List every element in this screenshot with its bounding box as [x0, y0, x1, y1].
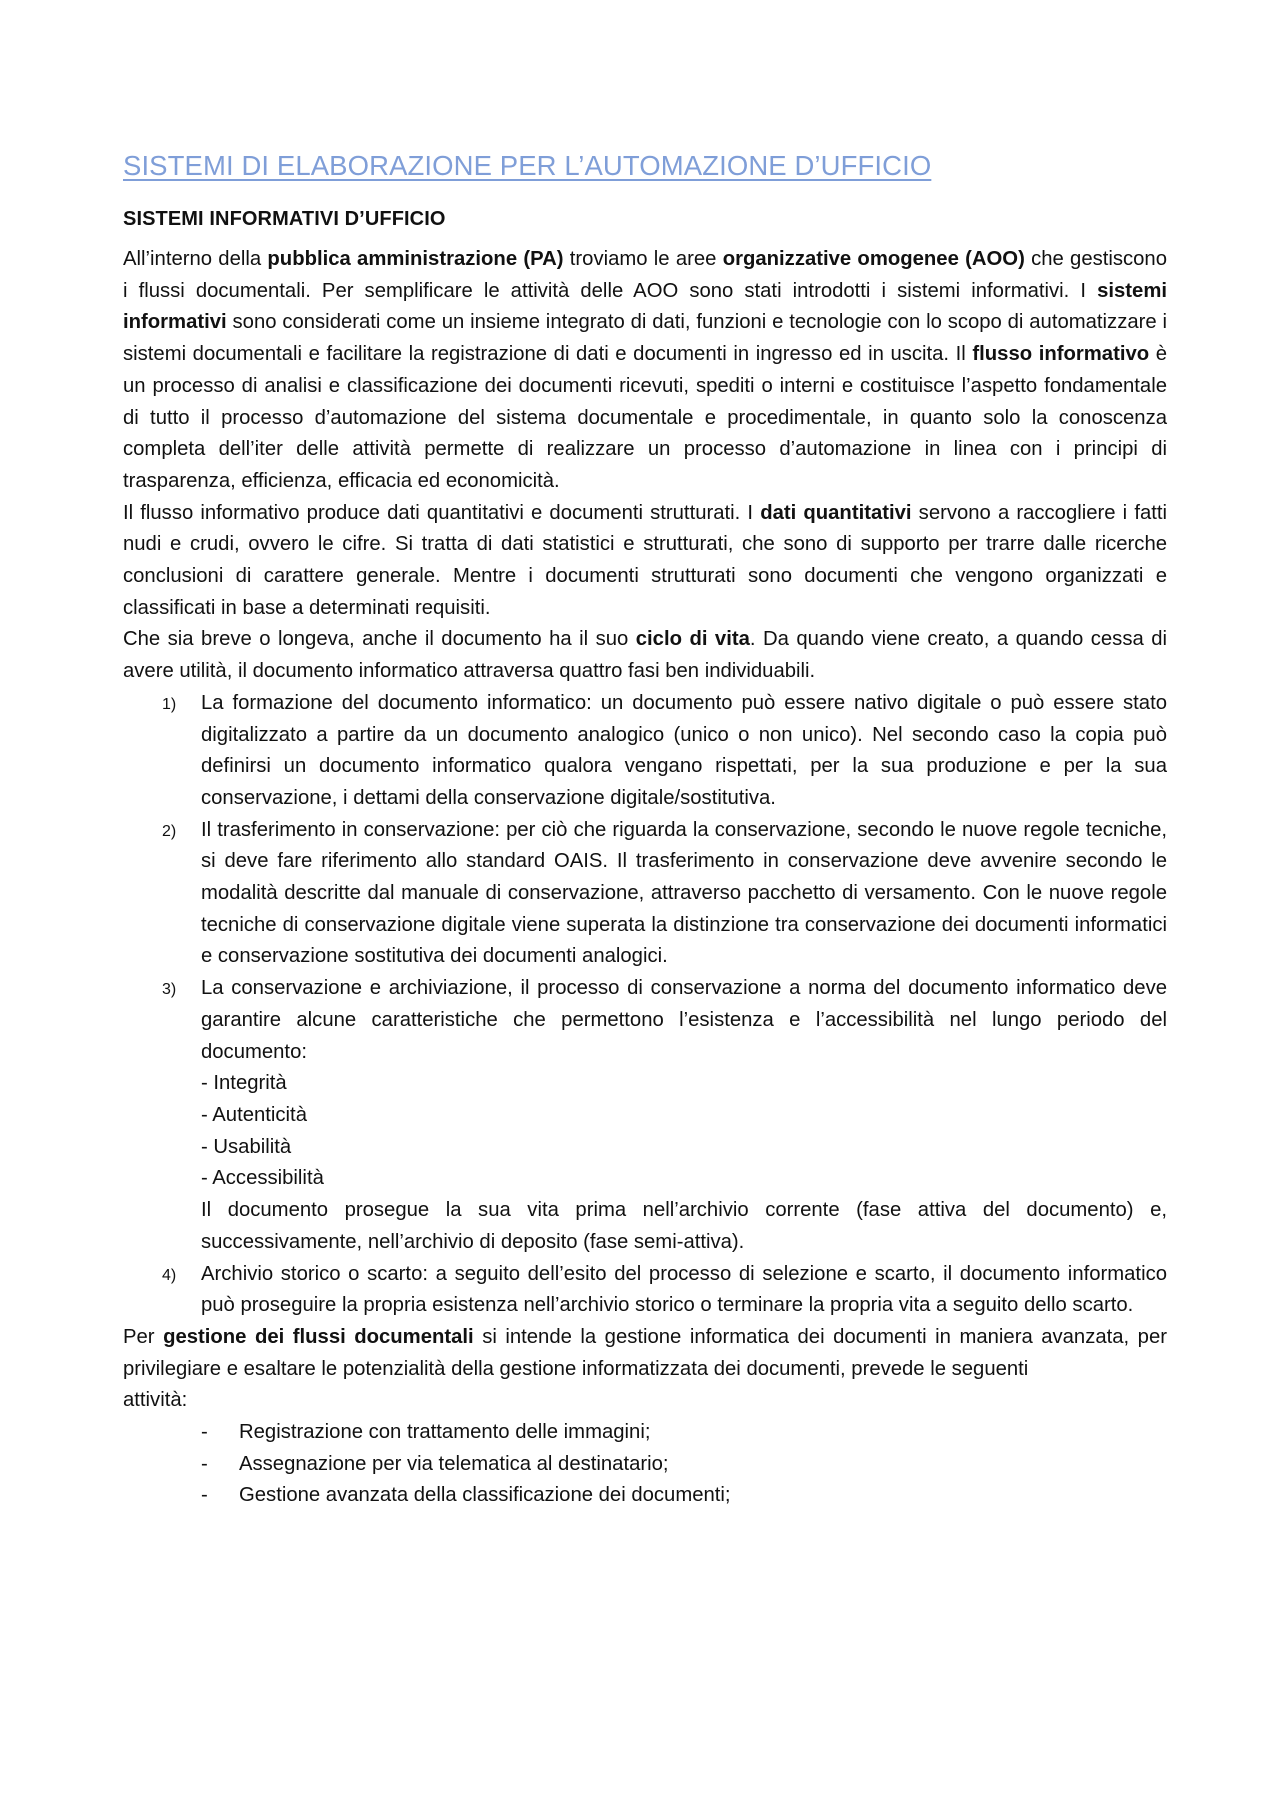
list-item: [123, 1480, 1167, 1512]
list-item: [123, 1259, 1167, 1322]
bold-term: ciclo di vita: [635, 628, 750, 651]
list-item-text: Gestione avanzata della classificazione dei documenti;: [239, 1484, 731, 1507]
paragraph-activities-label: attività:: [123, 1389, 188, 1412]
list-item: [123, 1417, 1167, 1449]
bold-term: dati quantitativi: [760, 501, 912, 524]
text-run: servono a raccogliere i fatti nudi e crudi, ovvero le cifre. Si tratta di dati statistici e strutturati, che sono di supporto per trarre dalle ricerche conclusioni di carattere generale. Mentre i documenti strutturati sono documenti che vengono organizzati e classificati in base a determinati requisiti.: [123, 501, 1168, 619]
list-item: [123, 973, 1167, 1258]
list-item-text: La conservazione e archiviazione, il processo di conservazione a norma del documento informatico deve garantire alcune caratteristiche che permettono l’esistenza e l’accessibilità nel lungo periodo del documento:: [201, 977, 1167, 1063]
dash-bullet: -: [201, 1452, 208, 1475]
bold-term: flusso informativo: [972, 343, 1150, 366]
list-number: 2): [162, 822, 177, 840]
text-run: All’interno della: [123, 248, 268, 270]
list-number: 1): [162, 695, 177, 713]
text-run: si intende la gestione informatica dei documenti in maniera avanzata, per privilegiare e esaltare le potenzialità della gestione informatizzata dei documenti, prevede le seguenti: [123, 1325, 1167, 1380]
text-run: che gestiscono i flussi documentali. Per semplificare le attività delle AOO sono stati introdotti i sistemi informativi. I: [123, 248, 1167, 302]
activities-list: [123, 1417, 1167, 1512]
list-item-text: Assegnazione per via telematica al destinatario;: [239, 1452, 669, 1475]
list-number: 4): [162, 1266, 177, 1284]
list-item-text: Registrazione con trattamento delle immagini;: [239, 1421, 651, 1444]
document-title: SISTEMI DI ELABORAZIONE PER L’AUTOMAZIONE D’UFFICIO: [123, 150, 932, 181]
characteristic-item: - Usabilità: [201, 1135, 292, 1158]
text-run: Che sia breve o longeva, anche il documento ha il suo: [123, 628, 636, 651]
list-item-followup: Il documento prosegue la sua vita prima nell’archivio corrente (fase attiva del documento) e, successivamente, nell’archivio di deposito (fase semi-attiva).: [201, 1199, 1167, 1253]
list-item: [123, 815, 1167, 974]
dash-bullet: -: [201, 1484, 208, 1507]
bold-term: sistemi informativi: [123, 279, 1167, 334]
paragraph-flow-management: [123, 1322, 1167, 1385]
paragraph-intro: [123, 244, 1167, 498]
text-run: è un processo di analisi e classificazione dei documenti ricevuti, spediti o interni e costituisce l’aspetto fondamentale di tutto il processo d’automazione del sistema documentale e procedimentale, in quanto solo la conoscenza completa dell’iter delle attività permette di realizzare un processo d’automazione in linea con i principi di trasparenza, efficienza, efficacia ed economicità.: [123, 343, 1168, 492]
paragraph-lifecycle: [123, 624, 1167, 687]
list-item-text: Il trasferimento in conservazione: per ciò che riguarda la conservazione, secondo le nuove regole tecniche, si deve fare riferimento allo standard OAIS. Il trasferimento in conservazione deve avvenire secondo le modalità descritte dal manuale di conservazione, attraverso pacchetto di versamento. Con le nuove regole tecniche di conservazione digitale viene superata la distinzione tra conservazione dei documenti informatici e conservazione sostitutiva dei documenti analogici.: [201, 818, 1167, 968]
text-run: sono considerati come un insieme integrato di dati, funzioni e tecnologie con lo scopo di automatizzare i sistemi documentali e facilitare la registrazione di dati e documenti in ingresso ed in uscita. Il: [123, 311, 1167, 366]
dash-bullet: -: [201, 1421, 208, 1444]
paragraph-data: [123, 498, 1167, 625]
list-item: [123, 1449, 1167, 1481]
lifecycle-phases-list: [123, 688, 1167, 1322]
text-run: Il flusso informativo produce dati quantitativi e documenti strutturati. I: [123, 501, 761, 524]
text-run: . Da quando viene creato, a quando cessa di avere utilità, il documento informatico attraversa quattro fasi ben individuabili.: [123, 628, 1167, 683]
document-page: [123, 150, 1167, 1512]
list-item-text: La formazione del documento informatico: un documento può essere nativo digitale o può essere stato digitalizzato a partire da un documento analogico (unico o non unico). Nel secondo caso la copia può definirsi un documento informatico qualora vengano rispettati, per la sua produzione e per la sua conservazione, i dettami della conservazione digitale/sostitutiva.: [201, 691, 1167, 809]
characteristic-item: - Integrità: [201, 1072, 287, 1095]
bold-term: pubblica amministrazione (PA): [267, 248, 564, 270]
bold-term: organizzative omogenee (AOO): [722, 248, 1025, 270]
section-heading: SISTEMI INFORMATIVI D’UFFICIO: [123, 208, 446, 230]
list-item: [123, 688, 1167, 815]
bold-term: gestione dei flussi documentali: [163, 1325, 474, 1348]
text-run: troviamo le aree: [563, 248, 723, 270]
text-run: Per: [123, 1325, 164, 1348]
characteristic-item: - Accessibilità: [201, 1167, 324, 1190]
characteristic-item: - Autenticità: [201, 1103, 307, 1126]
list-item-text: Archivio storico o scarto: a seguito dell’esito del processo di selezione e scarto, il documento informatico può proseguire la propria esistenza nell’archivio storico o terminare la propria vita a seguito dello scarto.: [201, 1262, 1167, 1317]
list-number: 3): [162, 981, 177, 999]
